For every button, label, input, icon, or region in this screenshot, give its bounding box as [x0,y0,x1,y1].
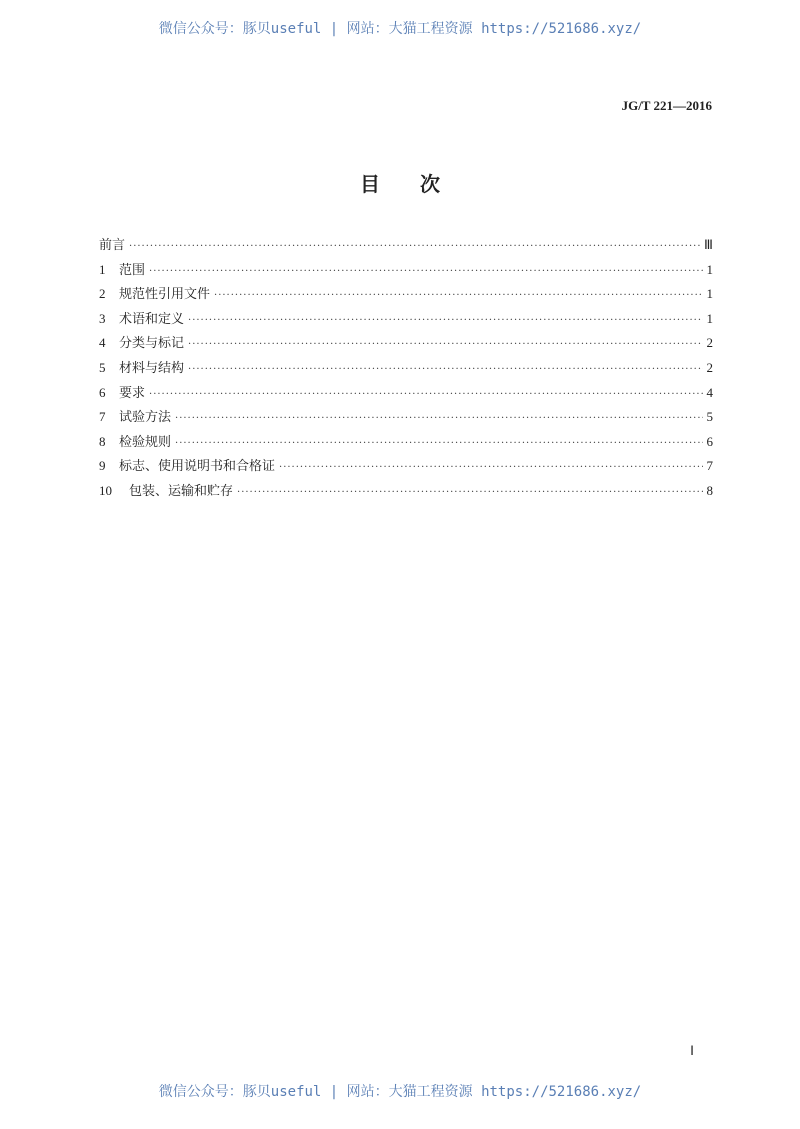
toc-entry-number: 3 [99,310,106,326]
toc-entry-label: 范围 [119,262,146,278]
toc-entry-number: 1 [99,261,106,277]
toc-entry-label: 材料与结构 [119,360,185,376]
page-number: Ⅰ [690,1043,694,1058]
toc-entry[interactable] [99,308,713,333]
page-title: 目次 [360,172,480,196]
toc-leader-dots [175,413,702,424]
toc-entry[interactable] [99,234,713,259]
toc-entry-label: 试验方法 [119,410,172,426]
toc-leader-dots [237,487,702,498]
toc-entry-number: 6 [99,384,106,400]
toc-entry-label: 前言 [99,238,126,253]
toc-leader-dots [188,315,702,326]
toc-entry-label: 分类与标记 [119,336,185,352]
toc-entry-page: 7 [706,458,713,474]
toc-entry[interactable] [99,406,713,431]
toc-leader-dots [175,438,702,449]
toc-entry-number: 10 [99,482,112,498]
toc-entry[interactable] [99,382,713,407]
toc-entry-page: 1 [706,310,713,326]
toc-entry[interactable] [99,283,713,308]
watermark-top: 微信公众号：豚贝useful | 网站：大猫工程资源 https://521686.xyz/ [158,21,642,37]
standard-number: JG/T 221—2016 [621,98,712,113]
watermark-bottom: 微信公众号：豚贝useful | 网站：大猫工程资源 https://521686.xyz/ [158,1084,642,1100]
toc-entry-number: 7 [99,409,106,425]
toc-leader-dots [149,266,702,277]
toc-leader-dots [214,290,702,301]
toc-entry-label: 检验规则 [119,434,172,450]
toc-leader-dots [149,389,702,400]
toc-leader-dots [129,241,700,252]
toc-entry-page: 1 [706,261,713,277]
toc-entry-number: 8 [99,433,106,449]
toc-entry-page: 1 [706,286,713,302]
toc-entry[interactable] [99,259,713,284]
toc-entry-label: 要求 [119,385,146,401]
toc-entry-number: 9 [99,458,106,474]
toc-entry-page: 2 [706,359,713,375]
toc-entry[interactable] [99,332,713,357]
toc-entry-number: 2 [99,286,106,302]
toc-leader-dots [279,462,702,473]
toc-entry-number: 4 [99,335,106,351]
toc-entry-label: 包装、运输和贮存 [129,483,234,499]
toc-entry[interactable] [99,480,713,505]
toc-entry-number: 5 [99,359,106,375]
toc-entry-page: Ⅲ [704,237,713,252]
toc-entry-page: 2 [706,335,713,351]
toc-entry-page: 4 [706,384,713,400]
table-of-contents [99,234,713,505]
toc-entry-label: 术语和定义 [119,311,185,327]
toc-entry-page: 6 [706,433,713,449]
toc-entry-label: 规范性引用文件 [119,287,211,303]
toc-entry-page: 8 [706,482,713,498]
toc-entry[interactable] [99,431,713,456]
toc-entry-page: 5 [706,409,713,425]
toc-entry-label: 标志、使用说明书和合格证 [119,459,276,475]
toc-entry[interactable] [99,455,713,480]
toc-leader-dots [188,339,702,350]
toc-entry[interactable] [99,357,713,382]
toc-leader-dots [188,364,702,375]
